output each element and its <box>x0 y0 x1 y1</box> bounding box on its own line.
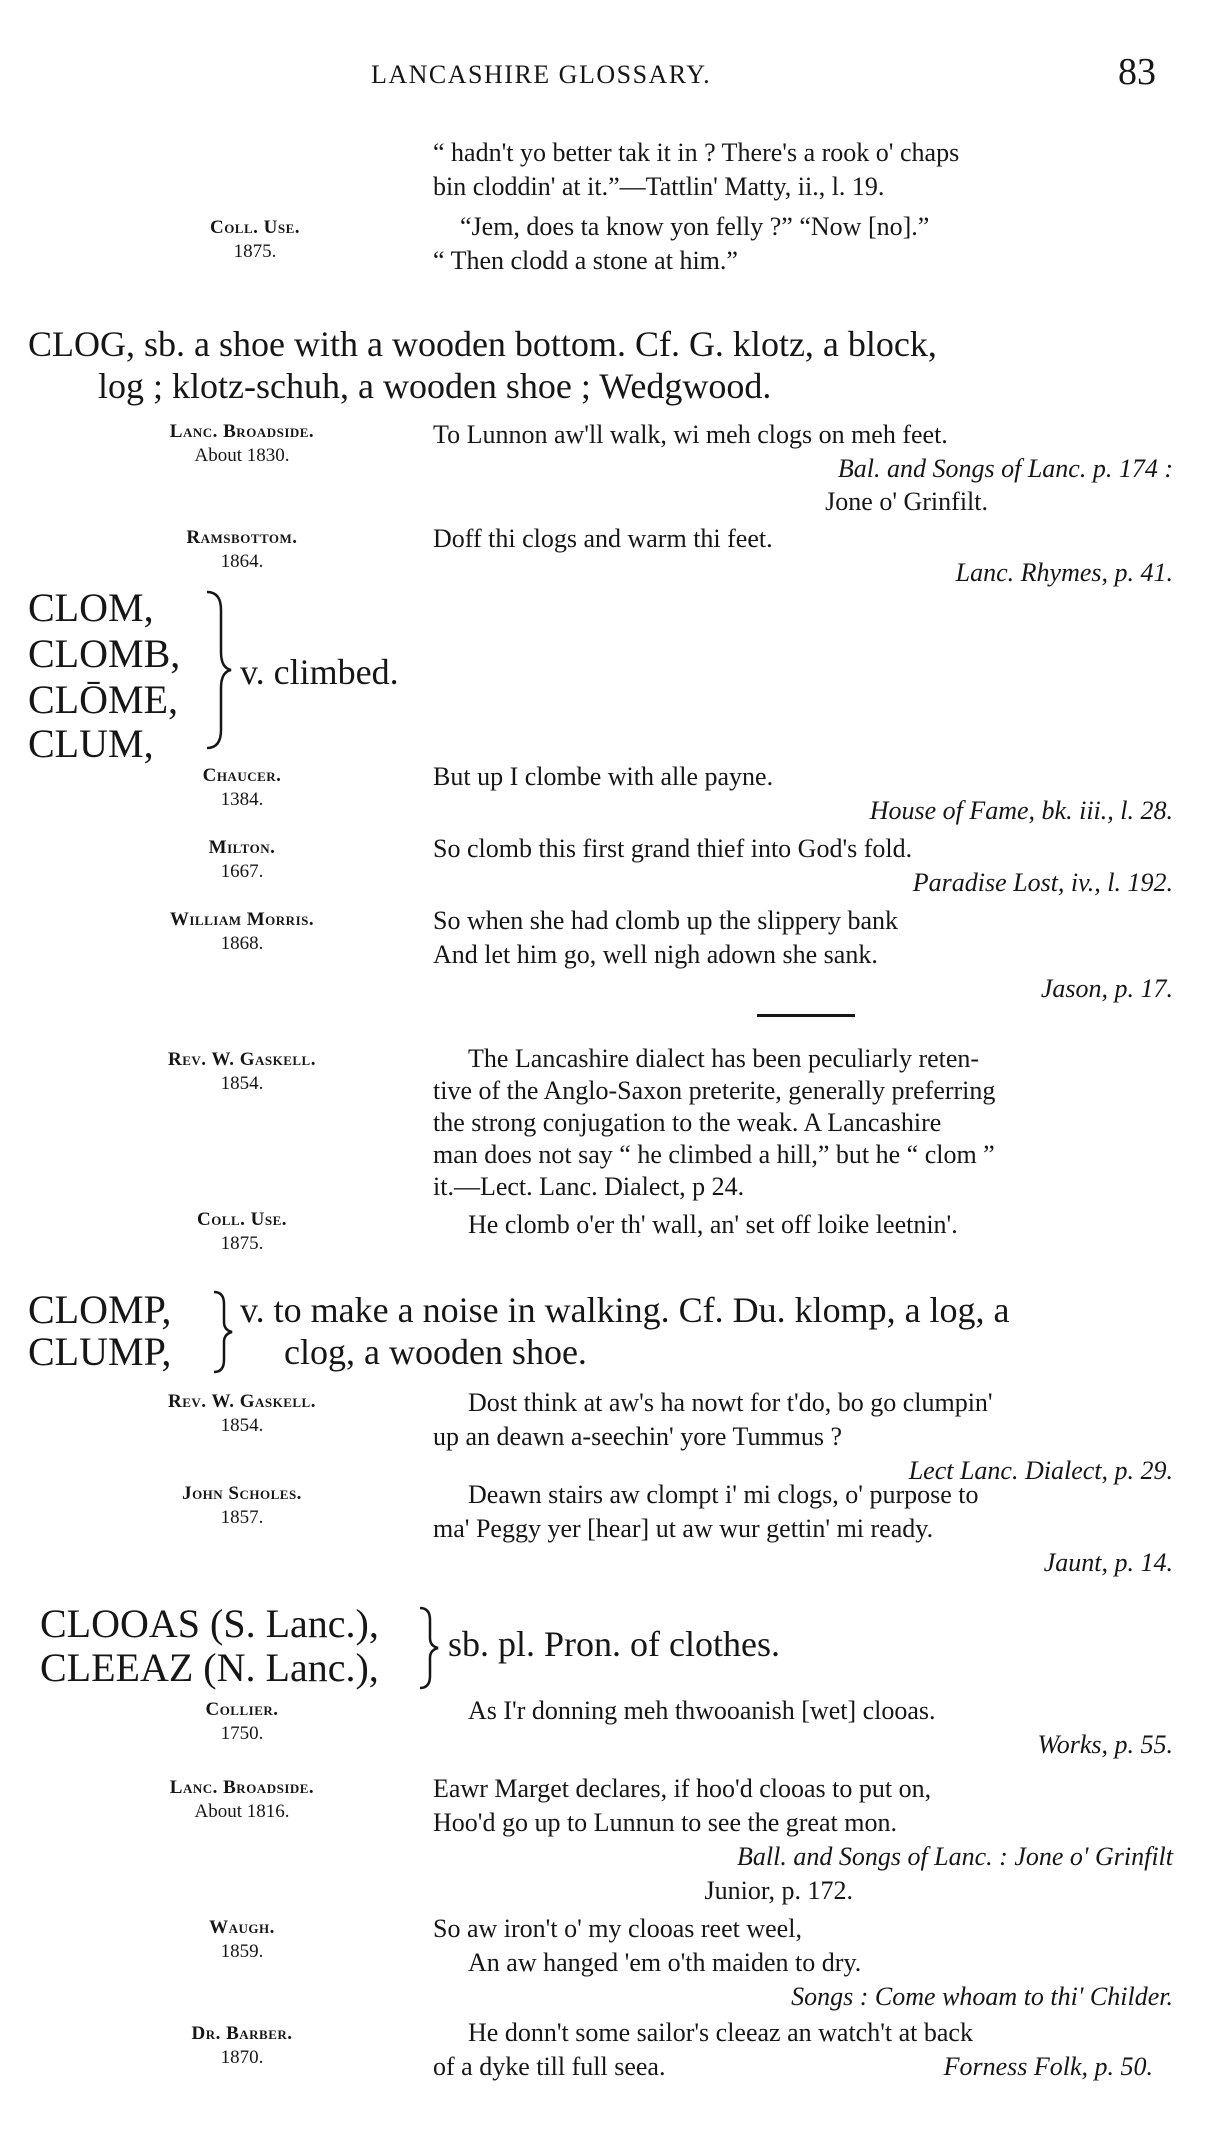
source-year: 1854. <box>220 1073 264 1094</box>
headword-form: CLUMP, <box>28 1329 172 1374</box>
quote-line: Hoo'd go up to Lunnun to see the great mon. <box>433 1808 897 1837</box>
quote-line: So when she had clomb up the slippery bank <box>433 906 899 935</box>
source-label <box>92 908 392 956</box>
source-label <box>92 1390 392 1438</box>
text-line: “Jem, does ta know yon felly ?” “Now [no].” <box>460 212 930 241</box>
source-year: About 1816. <box>194 1801 290 1822</box>
source-name: Collier. <box>205 1699 279 1720</box>
quote-line: The Lancashire dialect has been peculiarly reten- <box>468 1044 980 1073</box>
source-name: Lanc. Broadside. <box>169 1777 315 1798</box>
quote-line: the strong conjugation to the weak. A Lancashire <box>433 1108 942 1137</box>
section-rule <box>757 1014 855 1017</box>
source-label <box>92 1698 392 1746</box>
headword-form: CLOMB, <box>28 631 181 676</box>
brace-icon <box>205 590 235 750</box>
quote-line: So clomb this first grand thief into God's fold. <box>433 834 913 863</box>
source-label <box>92 1482 392 1530</box>
definition: v. climbed. <box>240 652 399 692</box>
citation: Paradise Lost, iv., l. 192. <box>912 868 1173 897</box>
quote-line: ma' Peggy yer [hear] ut aw wur gettin' mi ready. <box>433 1514 934 1543</box>
quote-line: Deawn stairs aw clompt i' mi clogs, o' purpose to <box>468 1480 979 1509</box>
citation: House of Fame, bk. iii., l. 28. <box>869 796 1173 825</box>
entry-clog-line1: CLOG, sb. a shoe with a wooden bottom. Cf. G. klotz, a block, <box>28 324 937 364</box>
definition: clog, a wooden shoe. <box>284 1332 587 1372</box>
citation: Jone o' Grinfilt. <box>825 487 988 516</box>
citation: Works, p. 55. <box>1037 1730 1173 1759</box>
source-year: 1859. <box>220 1941 264 1962</box>
quote-line: tive of the Anglo-Saxon preterite, generally preferring <box>433 1076 996 1105</box>
source-year: 1864. <box>220 551 264 572</box>
citation: Jaunt, p. 14. <box>1043 1548 1173 1577</box>
citation: Lanc. Rhymes, p. 41. <box>955 558 1173 587</box>
headword-form: CLŌME, <box>28 677 178 722</box>
quote-line: But up I clombe with alle payne. <box>433 762 774 791</box>
text-line: “ hadn't yo better tak it in ? There's a rook o' chaps <box>433 138 960 167</box>
source-year: 1857. <box>220 1507 264 1528</box>
citation: Ball. and Songs of Lanc. : Jone o' Grinfilt <box>737 1842 1173 1871</box>
source-name: Rev. W. Gaskell. <box>168 1391 316 1412</box>
source-label <box>92 764 392 812</box>
source-year: 1875. <box>233 241 277 262</box>
text-line: bin cloddin' at it.”—Tattlin' Matty, ii., l. 19. <box>433 172 885 201</box>
headword-form: CLOM, <box>28 585 154 630</box>
source-name: Lanc. Broadside. <box>169 421 315 442</box>
citation: Lect Lanc. Dialect, p. 29. <box>908 1456 1173 1485</box>
quote-line: To Lunnon aw'll walk, wi meh clogs on meh feet. <box>433 420 948 449</box>
source-year: 1870. <box>220 2047 264 2068</box>
quote-line: of a dyke till full seea. <box>433 2052 666 2081</box>
source-label <box>92 1208 392 1256</box>
citation: Songs : Come whoam to thi' Childer. <box>791 1982 1173 2011</box>
source-name: Milton. <box>208 837 276 858</box>
source-name: John Scholes. <box>182 1483 302 1504</box>
source-label <box>92 836 392 884</box>
quote-line: up an deawn a-seechin' yore Tummus ? <box>433 1422 843 1451</box>
source-name: Dr. Barber. <box>191 2023 293 2044</box>
source-label <box>105 216 405 264</box>
source-label <box>92 1776 392 1824</box>
quote-line: An aw hanged 'em o'th maiden to dry. <box>468 1948 862 1977</box>
source-year: 1750. <box>220 1723 264 1744</box>
citation: Jason, p. 17. <box>1040 974 1173 1003</box>
citation: Junior, p. 172. <box>704 1876 853 1905</box>
text-line: “ Then clodd a stone at him.” <box>433 246 738 275</box>
source-year: 1868. <box>220 933 264 954</box>
source-name: Coll. Use. <box>196 1209 288 1230</box>
headword-form: CLUM, <box>28 721 154 766</box>
headword-form: CLEEAZ (N. Lanc.), <box>40 1645 379 1690</box>
quote-line: Dost think at aw's ha nowt for t'do, bo go clumpin' <box>468 1388 993 1417</box>
source-year: 1854. <box>220 1415 264 1436</box>
running-header: LANCASHIRE GLOSSARY. <box>371 60 712 89</box>
entry-clog-line2: log ; klotz-schuh, a wooden shoe ; Wedgwood. <box>98 366 772 406</box>
quote-line: He clomb o'er th' wall, an' set off loike leetnin'. <box>468 1210 958 1239</box>
quote-line: And let him go, well nigh adown she sank. <box>433 940 878 969</box>
source-label <box>92 1916 392 1964</box>
quote-line: Eawr Marget declares, if hoo'd clooas to put on, <box>433 1774 932 1803</box>
quote-line: man does not say “ he climbed a hill,” but he “ clom ” <box>433 1140 995 1169</box>
brace-icon <box>418 1606 442 1690</box>
citation: Forness Folk, p. 50. <box>943 2052 1153 2081</box>
source-year: 1384. <box>220 789 264 810</box>
source-label <box>92 1048 392 1096</box>
source-label <box>92 526 392 574</box>
headword-form: CLOOAS (S. Lanc.), <box>40 1601 379 1646</box>
quote-line: So aw iron't o' my clooas reet weel, <box>433 1914 802 1943</box>
page-number: 83 <box>1118 51 1156 93</box>
definition: v. to make a noise in walking. Cf. Du. klomp, a log, a <box>240 1290 1010 1330</box>
source-label <box>92 2022 392 2070</box>
source-year: About 1830. <box>194 445 290 466</box>
source-name: Ramsbottom. <box>186 527 298 548</box>
quote-line: As I'r donning meh thwooanish [wet] clooas. <box>468 1696 936 1725</box>
brace-icon <box>212 1290 236 1374</box>
definition: sb. pl. Pron. of clothes. <box>448 1624 780 1664</box>
citation: Bal. and Songs of Lanc. p. 174 : <box>837 454 1173 483</box>
source-name: Waugh. <box>209 1917 275 1938</box>
quote-line: Doff thi clogs and warm thi feet. <box>433 524 773 553</box>
source-name: Coll. Use. <box>209 217 301 238</box>
source-year: 1875. <box>220 1233 264 1254</box>
quote-line: He donn't some sailor's cleeaz an watch't at back <box>468 2018 973 2047</box>
source-name: William Morris. <box>169 909 315 930</box>
quote-line: it.—Lect. Lanc. Dialect, p 24. <box>433 1172 745 1201</box>
source-name: Chaucer. <box>202 765 282 786</box>
source-year: 1667. <box>220 861 264 882</box>
headword-form: CLOMP, <box>28 1287 172 1332</box>
source-name: Rev. W. Gaskell. <box>168 1049 316 1070</box>
source-label <box>92 420 392 468</box>
